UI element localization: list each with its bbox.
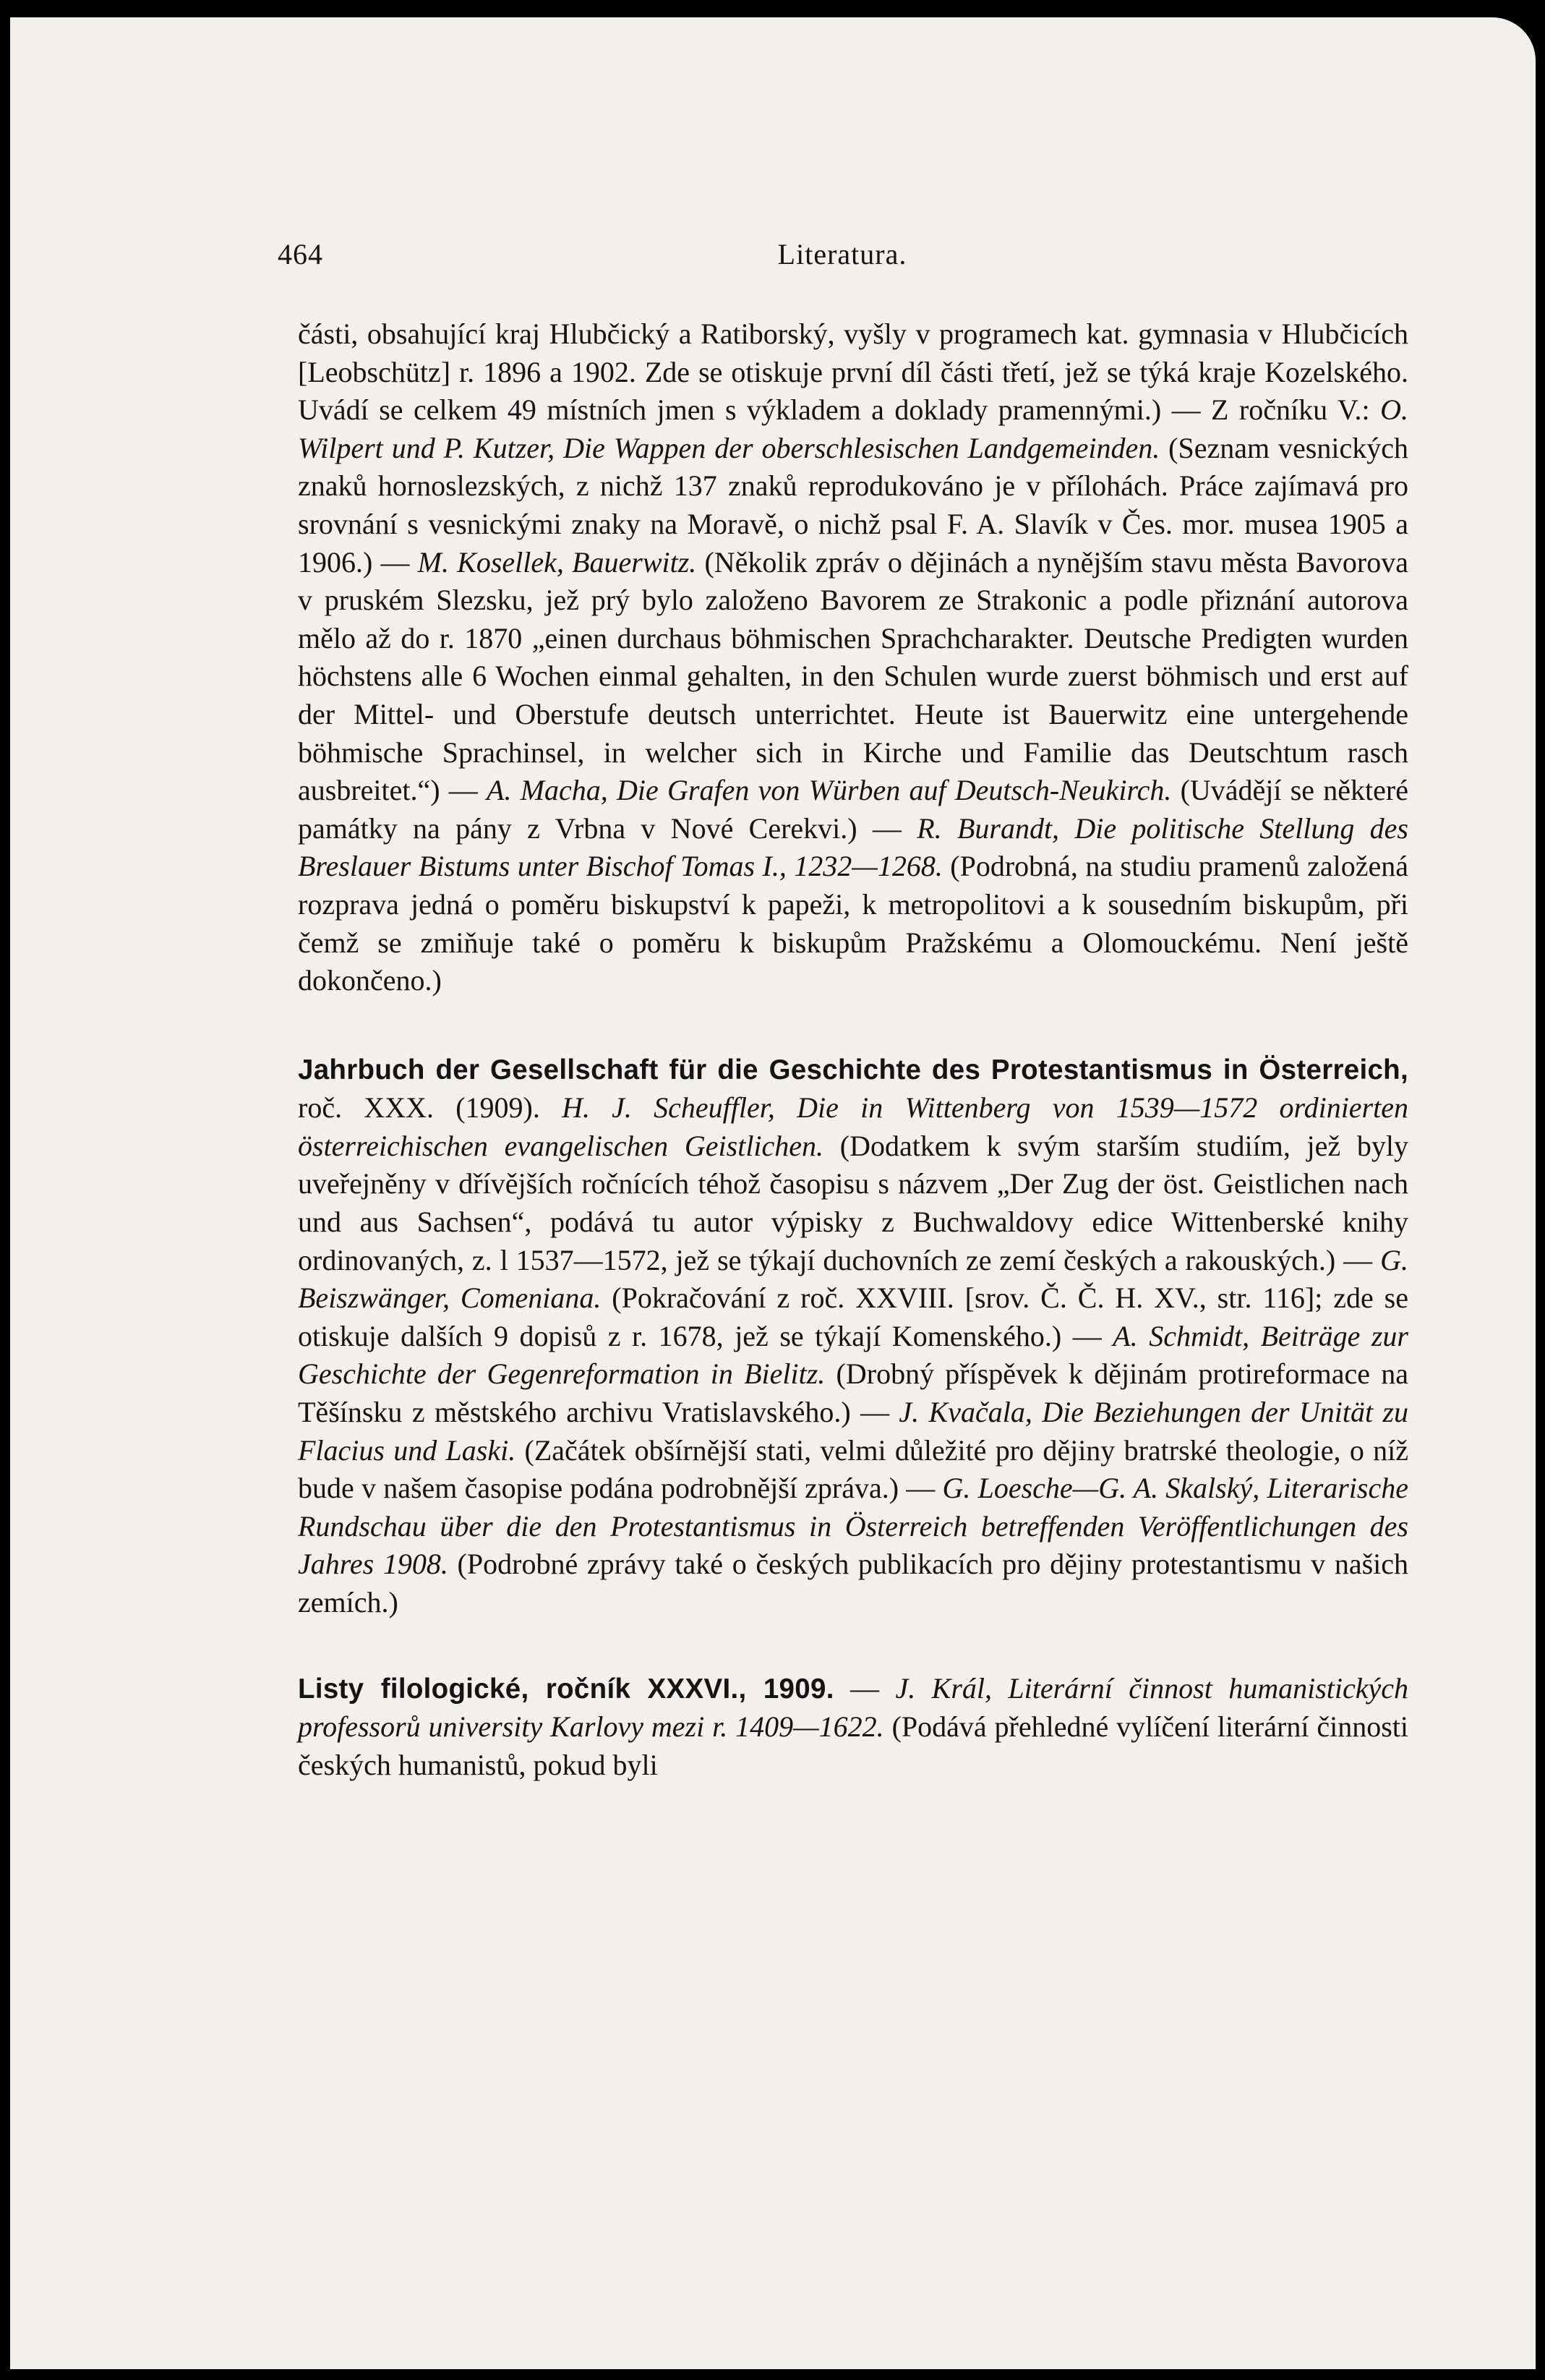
paragraph-jahrbuch [298,1051,1408,1622]
text-run: (Drobný příspěvek k dějinám protireformace na Těšínsku z městského archivu Vratislavského.) — [298,1357,1409,1429]
text-run: (Pokračování z roč. XXVIII. [srov. Č. Č. H. XV., str. 116]; zde se otiskuje dalších 9 dopisů z r. 1678, jež se týkají Komenského.) — [298,1281,1408,1352]
citation: M. Kosellek, Bauerwitz. [417,545,697,579]
page-body [298,315,1408,1784]
citation: G. Beiszwänger, Comeniana. [298,1243,1408,1315]
running-title: Literatura. [777,238,907,270]
text-run: (Podává přehledné vylíčení literární činnosti českých humanistů, pokud byli [298,1710,1408,1781]
text-run: — [834,1671,896,1705]
citation: A. Macha, Die Grafen von Würben auf Deutsch-Neukirch. [487,774,1172,807]
paragraph-listy [298,1670,1408,1785]
periodical-heading: Listy filologické, ročník XXXVI., 1909. [298,1673,834,1705]
text-run: (Dodatkem k svým starším studiím, jež byly uveřejněny v dřívějších ročnících téhož časopisu s názvem „Der Zug der öst. Geistlichen nach und aus Sachsen“, podává tu autor výpisky z Buchwaldovy edice Wittenberské knihy ordinovaných, z. l 1537—1572, jež se týkají duchovních ze zemí českých a rakouských.) — [298,1129,1409,1276]
text-run: (Podrobná, na studiu pramenů založená rozprava jedná o poměru biskupství k papeži, k metropolitovi a k sousedním biskupům, při čemž se zmiňuje také o poměru k biskupům Pražskému a Olomouckému. Není ještě dokončeno.) [298,850,1408,997]
page-header [278,237,1407,281]
paragraph-continued [298,315,1408,1000]
page-number: 464 [278,238,323,270]
periodical-heading: Jahrbuch der Gesellschaft für die Geschichte des Protestantismus in Österreich, [298,1054,1408,1085]
text-run: (Uvádějí se některé památky na pány z Vrbna v Nové Cerekvi.) — [298,774,1408,845]
citation: R. Burandt, Die politische Stellung des Breslauer Bistums unter Bischof Tomas I., 1232—1268. [298,811,1408,883]
text-run: (Podrobné zprávy také o českých publikacích pro dějiny protestantismu v našich zemích.) [298,1548,1408,1618]
citation: G. Loesche—G. A. Skalský, Literarische Rundschau über die den Protestantismus in Österreich betreffenden Veröffentlichungen des Jahres 1908. [298,1472,1408,1581]
citation: A. Schmidt, Beiträge zur Geschichte der Gegenreformation in Bielitz. [298,1319,1408,1391]
text-run: (Několik zpráv o dějinách a nynějším stavu města Bavorova v pruském Slezsku, jež prý bylo založeno Bavorem ze Strakonic a podle přiznání autorova mělo až do r. 1870 „einen durchaus böhmischen Sprachcharakter. Deutsche Predigten wurden höchstens alle 6 Wochen einmal gehalten, in den Schulen wurde zuerst böhmisch und erst auf der Mittel- und Oberstufe deutsch unterrichtet. Heute ist Bauerwitz eine untergehende böhmische Sprachinsel, in welcher sich in Kirche und Familie das Deutschtum rasch ausbreitet.“) — [298,545,1408,807]
citation: J. Král, Literární činnost humanistických professorů university Karlovy mezi r. 1409—1622. [298,1671,1409,1744]
text-run: (Začátek obšírnější stati, velmi důležité pro dějiny bratrské theologie, o níž bude v našem časopise podána podrobnější zpráva.) — [298,1433,1408,1505]
text-run: části, obsahující kraj Hlubčický a Ratiborský, vyšly v programech kat. gymnasia v Hlubčicích [Leobschütz] r. 1896 a 1902. Zde se otiskuje první díl části třetí, jež se týká kraje Kozelského. Uvádí se celkem 49 místních jmen s výkladem a doklady pramennými.) — Z ročníku V.: [298,317,1408,427]
text-run: (Seznam vesnických znaků hornoslezských, z nichž 137 znaků reprodukováno je v přílohách. Práce zajímavá pro srovnání s vesnickými znaky na Moravě, o nichž psal F. A. Slavík v Čes. mor. musea 1905 a 1906.) — [298,431,1408,579]
citation: O. Wilpert und P. Kutzer, Die Wappen der oberschlesischen Landgemeinden. [298,393,1408,464]
citation: J. Kvačala, Die Beziehungen der Unität zu Flacius und Laski. [298,1396,1408,1467]
text-run: roč. XXX. (1909). [298,1091,562,1125]
citation: H. J. Scheuffler, Die in Wittenberg von 1539—1572 ordinierten österreichischen evangelischen Geistlichen. [298,1091,1408,1162]
